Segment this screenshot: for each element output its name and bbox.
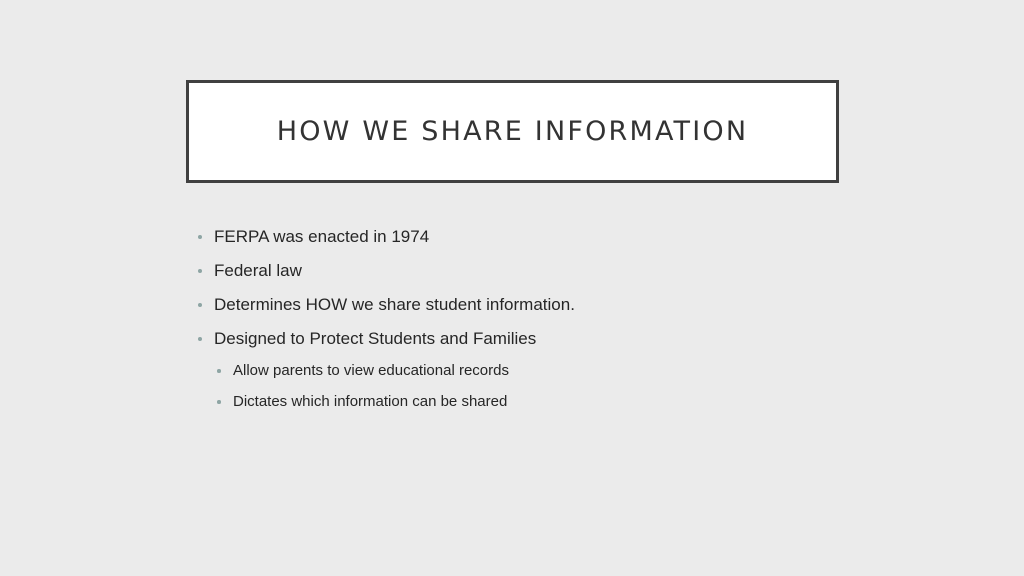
bullet-text: Federal law [214,261,302,280]
bullet-item [214,329,536,349]
sub-bullet-item [233,362,509,379]
bullet-dot-icon [198,269,202,273]
bullet-item [214,295,575,315]
sub-bullet-item [233,393,507,410]
bullet-dot-icon [198,337,202,341]
bullet-text: Determines HOW we share student information. [214,295,575,314]
bullet-dot-icon [198,303,202,307]
bullet-dot-icon [198,235,202,239]
bullet-dot-icon [217,400,221,404]
slide-title: HOW WE SHARE INFORMATION [276,116,749,147]
sub-bullet-text: Dictates which information can be shared [233,393,508,410]
bullet-text: FERPA was enacted in 1974 [214,227,430,246]
bullet-dot-icon [217,369,221,373]
bullet-item [214,261,302,281]
sub-bullet-text: Allow parents to view educational records [233,362,509,379]
bullet-text: Designed to Protect Students and Families [214,329,537,348]
bullet-item [214,227,429,247]
